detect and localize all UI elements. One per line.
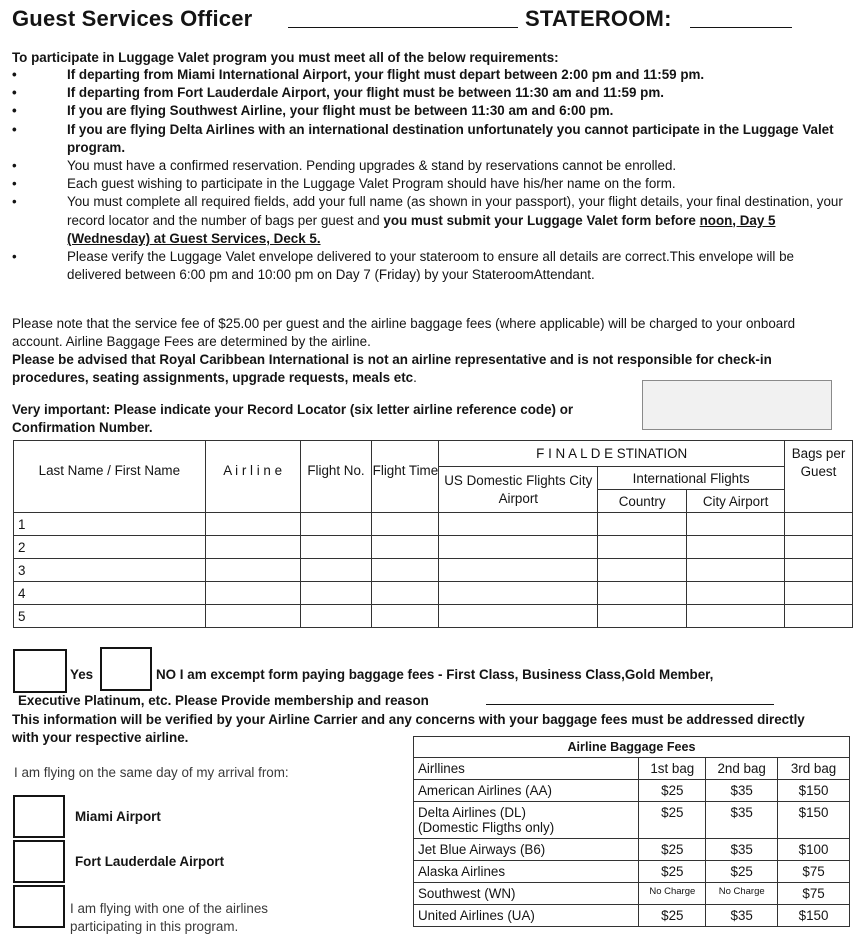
miami-checkbox[interactable] [13, 795, 65, 838]
us-domestic-cell[interactable] [439, 582, 598, 605]
fll-option-label: Fort Lauderdale Airport [75, 854, 225, 869]
col-bags-header: Bags per Guest [785, 441, 853, 513]
fees-2nd: $35 [706, 780, 778, 802]
fees-row [414, 905, 850, 927]
international-header: International Flights [598, 467, 785, 490]
miami-option-label: Miami Airport [75, 809, 161, 824]
verify-note: This information will be verified by your Airline Carrier and any concerns with your baggage fees must be addressed directly with your respective airline. [12, 712, 805, 745]
flight-no-cell[interactable] [300, 513, 372, 536]
fees-2nd: $35 [706, 839, 778, 861]
membership-prompt: Executive Platinum, etc. Please Provide membership and reason [18, 693, 429, 708]
fees-caption: Airline Baggage Fees [414, 737, 850, 758]
table-row [14, 536, 853, 559]
officer-label: Guest Services Officer [12, 6, 253, 31]
yes-label: Yes [70, 667, 94, 682]
fees-1st: $25 [639, 861, 706, 883]
bags-cell[interactable] [785, 513, 853, 536]
fees-3rd: $150 [778, 905, 850, 927]
stateroom-field[interactable] [690, 27, 792, 28]
flight-time-cell[interactable] [372, 559, 439, 582]
officer-name-field[interactable] [288, 27, 518, 28]
table-row [14, 559, 853, 582]
no-checkbox[interactable] [100, 647, 152, 691]
table-row [14, 605, 853, 628]
us-domestic-cell[interactable] [439, 536, 598, 559]
fees-1st: $25 [639, 905, 706, 927]
name-cell[interactable]: 5 [14, 605, 206, 628]
country-cell[interactable] [598, 513, 687, 536]
bags-cell[interactable] [785, 559, 853, 582]
requirement-item: • If you are flying Southwest Airline, your flight must be between 11:30 am and 6:00 pm. [12, 103, 614, 119]
flight-no-cell[interactable] [300, 582, 372, 605]
fees-1st: No Charge [639, 883, 706, 905]
record-locator-box[interactable] [642, 380, 832, 430]
fees-header-2nd: 2nd bag [706, 758, 778, 780]
fees-row [414, 861, 850, 883]
membership-reason-field[interactable] [486, 704, 774, 705]
requirement-item: • You must have a confirmed reservation. Pending upgrades & stand by reservations cannot be enrolled. [12, 158, 677, 174]
airline-cell[interactable] [205, 559, 300, 582]
city-airport-cell[interactable] [687, 536, 785, 559]
fees-1st: $25 [639, 802, 706, 839]
fees-airline: American Airlines (AA) [414, 780, 639, 802]
flight-no-cell[interactable] [300, 559, 372, 582]
us-domestic-header: US Domestic Flights City Airport [439, 467, 598, 513]
city-airport-cell[interactable] [687, 582, 785, 605]
fees-row [414, 883, 850, 905]
fees-1st: $25 [639, 780, 706, 802]
advise-note: Please be advised that Royal Caribbean International is not an airline representative and is not responsible for check-in procedures, seating assignments, upgrade requests, meals etc. [12, 352, 772, 385]
name-cell[interactable]: 1 [14, 513, 206, 536]
bags-cell[interactable] [785, 605, 853, 628]
fll-checkbox[interactable] [13, 840, 65, 883]
fees-3rd: $75 [778, 883, 850, 905]
fees-2nd: $35 [706, 905, 778, 927]
name-cell[interactable]: 3 [14, 559, 206, 582]
fees-2nd: $25 [706, 861, 778, 883]
us-domestic-cell[interactable] [439, 605, 598, 628]
baggage-fees-table [413, 736, 850, 927]
col-flight-no-header: Flight No. [300, 441, 372, 513]
col-name-header: Last Name / First Name [14, 441, 206, 513]
requirement-item: • Please verify the Luggage Valet envelope delivered to your stateroom to ensure all details are correct.This envelope will be delivered between 6:00 pm and 10:00 pm on Day 7 (Friday) by your StateroomAttendant. [12, 249, 794, 283]
arrival-prompt: I am flying on the same day of my arrival from: [14, 765, 289, 780]
bags-cell[interactable] [785, 582, 853, 605]
country-header: Country [598, 490, 687, 513]
flight-time-cell[interactable] [372, 605, 439, 628]
requirement-item: • If you are flying Delta Airlines with an international destination unfortunately you cannot participate in the Luggage Valet program. [12, 121, 834, 155]
city-airport-cell[interactable] [687, 605, 785, 628]
airline-cell[interactable] [205, 536, 300, 559]
table-row [14, 513, 853, 536]
fees-3rd: $75 [778, 861, 850, 883]
fees-header-3rd: 3rd bag [778, 758, 850, 780]
us-domestic-cell[interactable] [439, 513, 598, 536]
airlines-checkbox[interactable] [13, 885, 65, 928]
city-airport-header: City Airport [687, 490, 785, 513]
flight-no-cell[interactable] [300, 605, 372, 628]
col-airline-header: A i r l i n e [205, 441, 300, 513]
airlines-option-label: I am flying with one of the airlines participating in this program. [70, 901, 268, 934]
fees-row [414, 780, 850, 802]
country-cell[interactable] [598, 605, 687, 628]
fees-3rd: $150 [778, 802, 850, 839]
fees-airline: Southwest (WN) [414, 883, 639, 905]
fees-airline: Delta Airlines (DL) (Domestic Fligths only) [414, 802, 639, 839]
airline-cell[interactable] [205, 605, 300, 628]
requirement-item: • If departing from Miami International Airport, your flight must depart between 2:00 pm and 11:59 pm. [12, 67, 705, 82]
fees-2nd: $35 [706, 802, 778, 839]
airline-cell[interactable] [205, 513, 300, 536]
fees-2nd: No Charge [706, 883, 778, 905]
country-cell[interactable] [598, 559, 687, 582]
fees-airline: Alaska Airlines [414, 861, 639, 883]
requirements-list [12, 66, 852, 284]
requirements-heading: To participate in Luggage Valet program you must meet all of the below requirements: [12, 50, 559, 65]
fees-header-airline: Airllines [414, 758, 639, 780]
flight-no-cell[interactable] [300, 536, 372, 559]
bags-cell[interactable] [785, 536, 853, 559]
no-exempt-label: NO I am excempt form paying baggage fees - First Class, Business Class,Gold Member, [156, 667, 714, 682]
requirement-item: • Each guest wishing to participate in the Luggage Valet Program should have his/her name on the form. [12, 176, 676, 192]
name-cell[interactable]: 2 [14, 536, 206, 559]
flight-time-cell[interactable] [372, 513, 439, 536]
fees-3rd: $150 [778, 780, 850, 802]
col-flight-time-header: Flight Time [372, 441, 439, 513]
fees-header-1st: 1st bag [639, 758, 706, 780]
stateroom-label: STATEROOM: [525, 6, 672, 31]
requirement-item: • You must complete all required fields, add your full name (as shown in your passport), your flight details, your final destination, your record locator and the number of bags per guest and you must submit your Luggage Valet form before noon, Day 5 (Wednesday) at Guest Services, Deck 5. [12, 194, 843, 246]
guest-table [13, 440, 853, 628]
airline-cell[interactable] [205, 582, 300, 605]
yes-checkbox[interactable] [13, 649, 67, 693]
fees-row [414, 802, 850, 839]
name-cell[interactable]: 4 [14, 582, 206, 605]
country-cell[interactable] [598, 582, 687, 605]
very-important-note: Very important: Please indicate your Record Locator (six letter airline reference code) or Confirmation Number. [12, 402, 574, 435]
fees-1st: $25 [639, 839, 706, 861]
requirement-item: • If departing from Fort Lauderdale Airport, your flight must be between 11:30 am and 11:59 pm. [12, 85, 664, 101]
us-domestic-cell[interactable] [439, 559, 598, 582]
flight-time-cell[interactable] [372, 582, 439, 605]
city-airport-cell[interactable] [687, 513, 785, 536]
fees-3rd: $100 [778, 839, 850, 861]
fees-airline: United Airlines (UA) [414, 905, 639, 927]
country-cell[interactable] [598, 536, 687, 559]
fees-airline: Jet Blue Airways (B6) [414, 839, 639, 861]
final-destination-header: F I N A L D E STINATION [439, 441, 785, 467]
city-airport-cell[interactable] [687, 559, 785, 582]
flight-time-cell[interactable] [372, 536, 439, 559]
table-row [14, 582, 853, 605]
fee-note: Please note that the service fee of $25.00 per guest and the airline baggage fees (where applicable) will be charged to your onboard account. Airline Baggage Fees are determined by the airline. [12, 316, 796, 349]
fees-row [414, 839, 850, 861]
